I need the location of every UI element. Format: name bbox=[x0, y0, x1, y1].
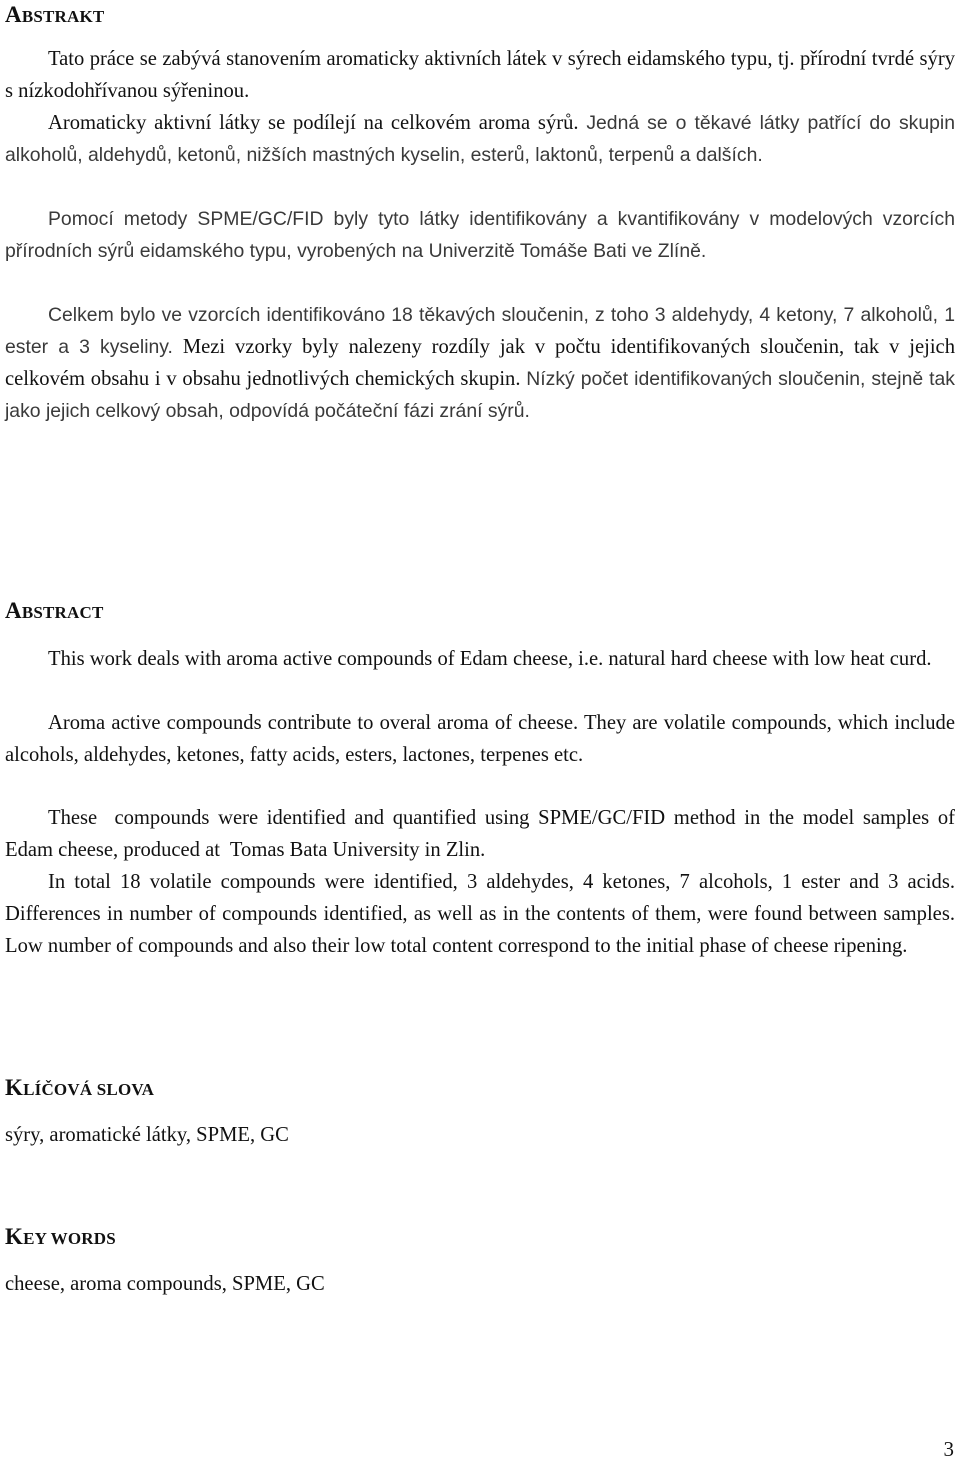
abstract-sentence: In total 18 volatile compounds were identified, 3 aldehydes, 4 ketones, 7 alcohols, 1 ester and 3 acids. Differences in number of compounds identified, as well as in the contents of them, were found between samples. Low number of compounds and also their low total content correspond to the initial phase of cheese ripening. bbox=[5, 871, 955, 957]
abstract-sentence: Aroma active compounds contribute to overal aroma of cheese. They are volatile compounds, which include alcohols, aldehydes, ketones, fatty acids, esters, lactones, terpenes etc. bbox=[5, 712, 955, 766]
klicova-slova-text: sýry, aromatické látky, SPME, GC bbox=[5, 1124, 289, 1146]
abstract-paragraph-1 bbox=[5, 643, 955, 675]
abstract-paragraph-4 bbox=[5, 866, 955, 962]
abstract-paragraph-2 bbox=[5, 707, 955, 771]
klicova-slova-heading: KLÍČOVÁ SLOVA bbox=[5, 1075, 155, 1100]
key-words-heading: KEY WORDS bbox=[5, 1224, 116, 1249]
abstrakt-sentence: Tato práce se zabývá stanovením aromaticky aktivních látek v sýrech eidamského typu, tj. přírodní tvrdé sýry s nízkodohřívanou sýřeninou. bbox=[5, 48, 955, 102]
abstract-heading: ABSTRACT bbox=[5, 598, 104, 623]
abstrakt-paragraph-2 bbox=[5, 107, 955, 171]
abstrakt-sentence: Aromaticky aktivní látky se podílejí na celkovém aroma sýrů. bbox=[48, 112, 579, 134]
abstract-paragraph-3 bbox=[5, 802, 960, 866]
abstrakt-sentence: Pomocí metody SPME/GC/FID byly tyto látky identifikovány a kvantifikovány v modelových vzorcích přírodních sýrů eidamského typu, vyrobených na Univerzitě Tomáše Bati ve Zlíně. bbox=[5, 208, 955, 262]
abstrakt-heading: ABSTRAKT bbox=[5, 2, 105, 27]
abstrakt-paragraph-1 bbox=[5, 43, 955, 107]
abstrakt-paragraph-3 bbox=[5, 203, 955, 267]
page-number: 3 bbox=[943, 1437, 954, 1461]
abstrakt-sentence: Jedná se o těkavé látky patřící do skupin alkoholů, aldehydů, ketonů, nižších mastných kyselin, esterů, laktonů, terpenů a dalších. bbox=[5, 112, 955, 166]
abstrakt-sentence: Celkem bylo ve vzorcích identifikováno 18 těkavých sloučenin, z toho 3 aldehydy, 4 ketony, 7 alkoholů, 1 ester a 3 kyseliny. bbox=[5, 304, 955, 358]
abstrakt-sentence: Mezi vzorky byly nalezeny rozdíly jak v počtu identifikovaných sloučenin, tak v jejich celkovém obsahu i v obsahu jednotlivých chemických skupin. bbox=[5, 336, 955, 390]
abstrakt-paragraph-4 bbox=[5, 299, 955, 427]
abstrakt-sentence: Nízký počet identifikovaných sloučenin, stejně tak jako jejich celkový obsah, odpovídá počáteční fázi zrání sýrů. bbox=[5, 368, 955, 422]
abstract-sentence: This work deals with aroma active compounds of Edam cheese, i.e. natural hard cheese with low heat curd. bbox=[48, 648, 932, 670]
abstract-sentence: These compounds were identified and quantified using SPME/GC/FID method in the model samples of Edam cheese, produced at Tomas Bata University in Zlin. bbox=[5, 807, 960, 861]
key-words-text: cheese, aroma compounds, SPME, GC bbox=[5, 1273, 325, 1295]
